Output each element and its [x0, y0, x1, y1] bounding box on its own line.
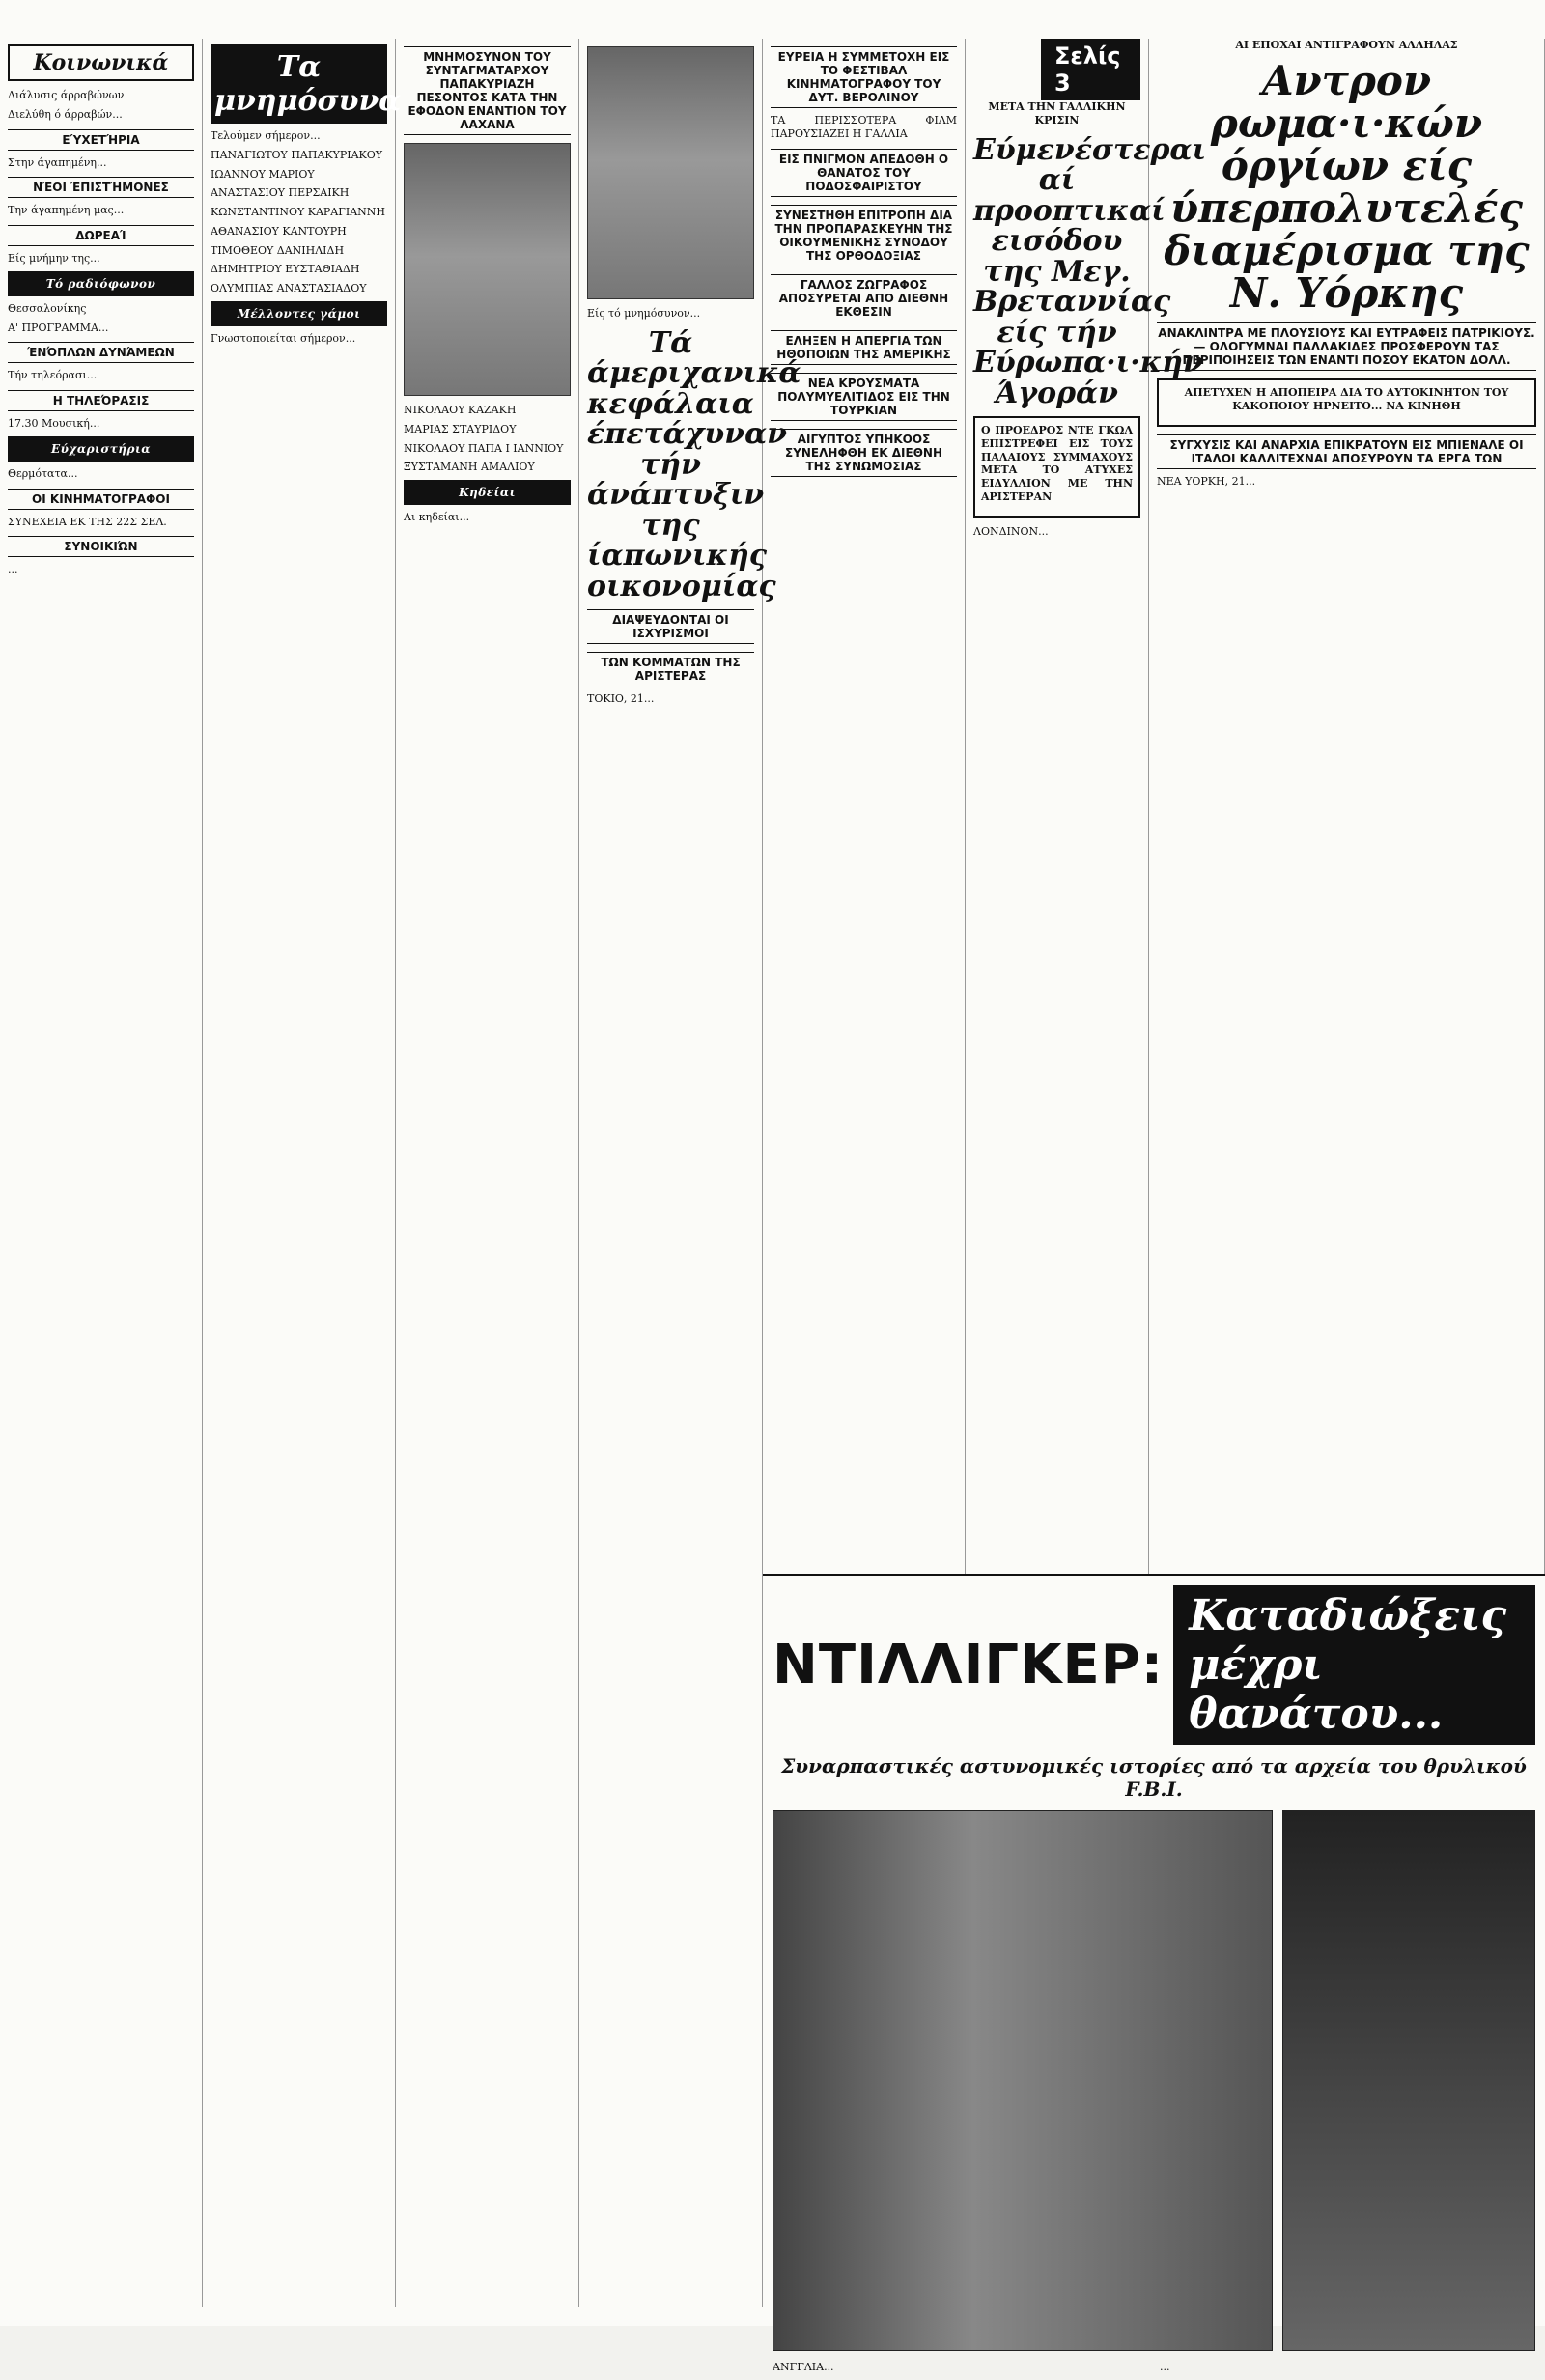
feature-story — [763, 1574, 1545, 2373]
article-text: ΜΑΡΙΑΣ ΣΤΑΥΡΙΔΟΥ — [404, 422, 517, 435]
news-photo — [587, 46, 754, 299]
section-subtitle: Διάλυσις άρραβώνων — [8, 89, 125, 101]
section-label-synoikion: ΣΥΝΟΙΚΙΏΝ — [8, 536, 194, 557]
feature-text-column: ΑΝΓΓΛΙΑ... — [772, 2361, 834, 2373]
sidebar-box — [1157, 378, 1536, 427]
story-headline: ΑΙΓΥΠΤΟΣ ΥΠΗΚΟΟΣ ΣΥΝΕΛΗΦΘΗ ΕΚ ΔΙΕΘΝΗ ΤΗΣ ΣΥΝΩΜΟΣΙΑΣ — [771, 429, 957, 477]
feature-title-left: ΝΤΙΛΛΙΓΚΕΡ: — [772, 1634, 1165, 1696]
feature-title-row — [772, 1585, 1535, 1745]
obituary-block: ΟΛΥΜΠΙΑΣ ΑΝΑΣΤΑΣΙΑΔΟΥ — [211, 282, 367, 294]
obituary-block: Τελούμεν σήμερον... — [211, 129, 321, 142]
section-label-koinonika: Κοινωνικά — [8, 44, 194, 81]
kicker: ΑΙ ΕΠΟΧΑΙ ΑΝΤΙΓΡΑΦΟΥΝ ΑΛΛΗΛΑΣ — [1235, 39, 1458, 51]
obituary-block: ΑΝΑΣΤΑΣΙΟΥ ΠΕΡΣΑΙΚΗ — [211, 186, 350, 200]
section-label-euchetiria: ΕΎΧΕΤΉΡΙΑ — [8, 129, 194, 151]
japan-economy-headline: Τά άμεριχανικά κεφάλαια έπετάχυναν τήν άνάπτυξιν της ίαπωνικής οικονομίας — [587, 325, 801, 603]
story-headline: ΣΥΝΕΣΤΗΘΗ ΕΠΙΤΡΟΠΗ ΔΙΑ ΤΗΝ ΠΡΟΠΑΡΑΣΚΕΥΗΝ ΤΗΣ ΟΙΚΟΥΜΕΝΙΚΗΣ ΣΥΝΟΔΟΥ ΤΗΣ ΟΡΘΟΔΟΞΙΑΣ — [771, 205, 957, 266]
japan-subhead-1: ΔΙΑΨΕΥΔΟΝΤΑΙ ΟΙ ΙΣΧΥΡΙΣΜΟΙ — [587, 609, 754, 644]
section-label-neoi: ΝΈΟΙ ΈΠΙΣΤΉΜΟΝΕΣ — [8, 177, 194, 198]
section-text: Θερμότατα... — [8, 466, 78, 480]
section-subtitle: Θεσσαλονίκης — [8, 301, 87, 315]
obituary-block: ΚΩΝΣΤΑΝΤΙΝΟΥ ΚΑΡΑΓΙΑΝΝΗ — [211, 206, 386, 218]
feature-illustration — [772, 1810, 1273, 2351]
section-text: Στην άγαπημένη... — [8, 155, 107, 169]
kideiai-banner: Κηδείαι — [404, 480, 571, 505]
section-text: ΣΥΝΕΧΕΙΑ ΕΚ ΤΗΣ 22Σ ΣΕΛ. — [8, 515, 167, 528]
mellontes-gamoi-banner: Μέλλοντες γάμοι — [211, 301, 387, 326]
feature-dead-file-illustration — [1282, 1810, 1535, 2351]
article-text: ΝΙΚΟΛΑΟΥ ΚΑΖΑΚΗ — [404, 404, 517, 416]
mnimosyna-banner: Τα μνημόσυνα — [211, 44, 387, 124]
japan-subhead-2: ΤΩΝ ΚΟΜΜΑΤΩΝ ΤΗΣ ΑΡΙΣΤΕΡΑΣ — [587, 652, 754, 686]
story-headline: ΝΕΑ ΚΡΟΥΣΜΑΤΑ ΠΟΛΥΜΥΕΛΙΤΙΔΟΣ ΕΙΣ ΤΗΝ ΤΟΥΡΚΙΑΝ — [771, 373, 957, 421]
obituary-block: ΠΑΝΑΓΙΩΤΟΥ ΠΑΠΑΚΥΡΙΑΚΟΥ — [211, 148, 383, 161]
column-4 — [579, 39, 801, 2307]
feature-subtitle: Συναρπαστικές αστυνομικές ιστορίες από τα αρχεία του θρυλικού F.B.I. — [781, 1754, 1527, 1801]
section-text: Την άγαπημένη μας... — [8, 204, 125, 217]
obituary-block: ΤΙΜΟΘΕΟΥ ΔΑΝΙΗΛΙΔΗ — [211, 243, 345, 257]
page-number: Σελίς 3 — [1041, 39, 1140, 100]
story-headline: ΓΑΛΛΟΣ ΖΩΓΡΑΦΟΣ ΑΠΟΣΥΡΕΤΑΙ ΑΠΟ ΔΙΕΘΝΗ ΕΚΘΕΣΙΝ — [771, 274, 957, 322]
section-label-tileorasis: Η ΤΗΛΕΌΡΑΣΙΣ — [8, 390, 194, 411]
story-headline: ΕΛΗΞΕΝ Η ΑΠΕΡΓΙΑ ΤΩΝ ΗΘΟΠΟΙΩΝ ΤΗΣ ΑΜΕΡΙΚΗΣ — [771, 330, 957, 365]
section-text: Α' ΠΡΟΓΡΑΜΜΑ... — [8, 321, 109, 334]
section-text: 17.30 Μουσική... — [8, 417, 100, 430]
section-label-enoplon: ΈΝΌΠΛΩΝ ΔΥΝΆΜΕΩΝ — [8, 342, 194, 363]
mellontes-gamoi-text: Γνωστοποιείται σήμερον... — [211, 331, 356, 345]
feature-title-right: Καταδιώξεις μέχρι θανάτου... — [1173, 1585, 1535, 1745]
ny-headline: Αντρον ρωμα·ι·κών όργίων είς ύπερπολυτελές διαμέρισμα της Ν. Υόρκης — [1164, 56, 1530, 318]
feature-text-column: ... — [1160, 2361, 1170, 2373]
column-3 — [396, 39, 579, 2307]
section-text: ... — [8, 563, 18, 576]
obituary-block: ΔΗΜΗΤΡΙΟΥ ΕΥΣΤΑΘΙΑΔΗ — [211, 263, 360, 276]
article-text: ΝΕΑ ΥΟΡΚΗ, 21... — [1157, 474, 1256, 488]
section-text: Διελύθη ό άρραβών... — [8, 107, 123, 121]
article-text: ΞΥΣΤΑΜΑΝΗ ΑΜΑΛΙΟΥ — [404, 461, 535, 474]
britain-subhead-box — [973, 416, 1140, 518]
obituary-block: ΑΘΑΝΑΣΙΟΥ ΚΑΝΤΟΥΡΗ — [211, 224, 347, 238]
feature-text — [772, 2361, 1535, 2380]
kicker: ΜΕΤΑ ΤΗΝ ΓΑΛΛΙΚΗΝ ΚΡΙΣΙΝ — [988, 100, 1126, 126]
obituary-block: ΙΩΑΝΝΟΥ ΜΑΡΙΟΥ — [211, 167, 315, 181]
article-text: ΤΟΚΙΟ, 21... — [587, 692, 655, 706]
ny-subhead: ΑΝΑΚΛΙΝΤΡΑ ΜΕ ΠΛΟΥΣΙΟΥΣ ΚΑΙ ΕΥΤΡΑΦΕΙΣ ΠΑΤΡΙΚΙΟΥΣ. — ΟΛΟΓΥΜΝΑΙ ΠΑΛΛΑΚΙΔΕΣ ΠΡΟΣΦΕΡΟΥΝ ΤΑΣ ΠΕΡΙΠΟΙΗΣΕΙΣ ΤΩΝ ΕΝΑΝΤΙ ΠΟΣΟΥ ΕΚΑΤΟΝ ΔΟΛΛ. — [1157, 322, 1536, 371]
commemoration-headline: ΜΝΗΜΟΣΥΝΟΝ ΤΟΥ ΣΥΝΤΑΓΜΑΤΑΡΧΟΥ ΠΑΠΑΚΥΡΙΑΖΗ ΠΕΣΟΝΤΟΣ ΚΑΤΑ ΤΗΝ ΕΦΟΔΟΝ ΕΝΑΝΤΙΟΝ ΤΟΥ ΛΑΧΑΝΑ — [404, 46, 571, 135]
festival-subheadline: ΤΑ ΠΕΡΙΣΣΟΤΕΡΑ ΦΙΛΜ ΠΑΡΟΥΣΙΑΖΕΙ Η ΓΑΛΛΙΑ — [771, 114, 957, 140]
britain-headline: Εύμενέστεραι αί προοπτικαί εισόδου της Μεγ. Βρεταννίας είς τήν Εύρωπα·ι·κήν Άγοράν — [973, 132, 1207, 410]
column-2 — [203, 39, 402, 2307]
section-text: Είς μνήμην της... — [8, 252, 100, 265]
section-label-radio: Τό ραδιόφωνον — [8, 271, 194, 296]
festival-headline: ΕΥΡΕΙΑ Η ΣΥΜΜΕΤΟΧΗ ΕΙΣ ΤΟ ΦΕΣΤΙΒΑΛ ΚΙΝΗΜΑΤΟΓΡΑΦΟΥ ΤΟΥ ΔΥΤ. ΒΕΡΟΛΙΝΟΥ — [771, 46, 957, 108]
feature-art — [772, 1810, 1535, 2351]
column-1 — [0, 39, 203, 2307]
section-label-dorea: ΔΩΡΕΑΊ — [8, 225, 194, 246]
section-label-eucharistiria: Εύχαριστήρια — [8, 436, 194, 462]
article-text: ΛΟΝΔΙΝΟΝ... — [973, 524, 1049, 538]
bottom-headline: ΣΥΓΧΥΣΙΣ ΚΑΙ ΑΝΑΡΧΙΑ ΕΠΙΚΡΑΤΟΥΝ ΕΙΣ ΜΠΙΕΝΑΛΕ ΟΙ ΙΤΑΛΟΙ ΚΑΛΛΙΤΕΧΝΑΙ ΑΠΟΣΥΡΟΥΝ ΤΑ ΕΡΓΑ ΤΩΝ — [1157, 434, 1536, 469]
section-text: Τήν τηλεόρασι... — [8, 369, 98, 382]
commemoration-photo — [404, 143, 571, 396]
britain-subhead: Ο ΠΡΟΕΔΡΟΣ ΝΤΕ ΓΚΩΛ ΕΠΙΣΤΡΕΦΕΙ ΕΙΣ ΤΟΥΣ ΠΑΛΑΙΟΥΣ ΣΥΜΜΑΧΟΥΣ ΜΕΤΑ ΤΟ ΑΤΥΧΕΣ ΕΙΔΥΛΛΙΟΝ ΜΕ ΤΗΝ ΑΡΙΣΤΕΡΑΝ — [981, 424, 1133, 503]
sidebar-title: ΑΠΕΤΥΧΕΝ Η ΑΠΟΠΕΙΡΑ ΔΙΑ ΤΟ ΑΥΤΟΚΙΝΗΤΟΝ ΤΟΥ ΚΑΚΟΠΟΙΟΥ ΗΡΝΕΙΤΟ... ΝΑ ΚΙΝΗΘΗ — [1184, 386, 1509, 413]
kideiai-text: Αι κηδείαι... — [404, 511, 470, 523]
section-label-kinimatografoi: ΟΙ ΚΙΝΗΜΑΤΟΓΡΑΦΟΙ — [8, 489, 194, 510]
photo-caption: Είς τό μνημόσυνον... — [587, 307, 701, 320]
article-text: ΝΙΚΟΛΑΟΥ ΠΑΠΑ Ι ΙΑΝΝΙΟΥ — [404, 441, 564, 455]
story-headline: ΕΙΣ ΠΝΙΓΜΟΝ ΑΠΕΔΟΘΗ Ο ΘΑΝΑΤΟΣ ΤΟΥ ΠΟΔΟΣΦΑΙΡΙΣΤΟΥ — [771, 149, 957, 197]
